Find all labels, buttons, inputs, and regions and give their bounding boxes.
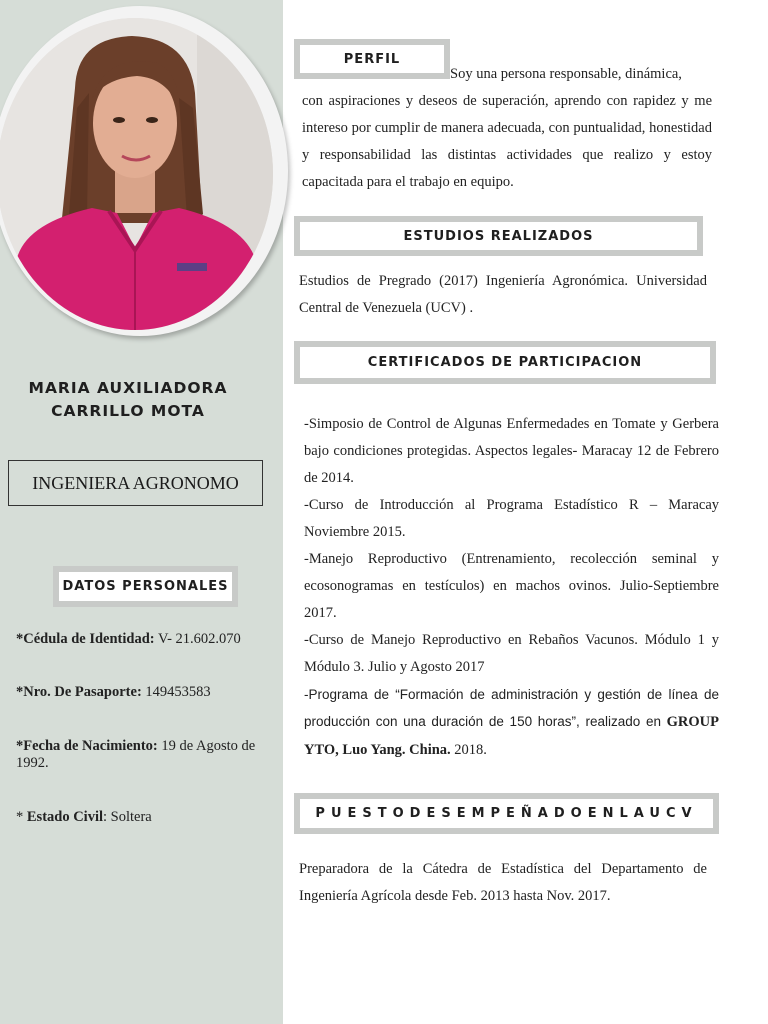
photo-frame <box>0 6 288 336</box>
certificado-item: -Simposio de Control de Algunas Enfermedades en Tomate y Gerbera bajo condiciones protegidas. Aspectos legales- Maracay 12 de Febrero de 2014. <box>304 416 719 486</box>
perfil-text: con aspiraciones y deseos de superación, aprendo con rapidez y me intereso por cumplir de manera adecuada, con puntualidad, honestidad y responsabilidad las distintas actividades que realizo y estoy capacitada para el trabajo en equipo. <box>302 93 712 190</box>
estudios-text: Estudios de Pregrado (2017) Ingeniería Agronómica. Universidad Central de Venezuela (UCV) . <box>299 273 707 316</box>
certificados-list <box>304 411 719 764</box>
datos-personales-header: DATOS PERSONALES <box>53 566 238 607</box>
field-estado-civil: * Estado Civil: Soltera <box>16 809 152 825</box>
estudios-header: ESTUDIOS REALIZADOS <box>294 216 703 256</box>
profession-title: INGENIERA AGRONOMO <box>8 460 263 506</box>
profile-photo <box>0 18 273 330</box>
perfil-text-first-line: Soy una persona responsable, dinámica, <box>450 66 682 82</box>
field-fecha-nacimiento: *Fecha de Nacimiento: 19 de Agosto de 1992. <box>16 738 256 771</box>
perfil-header: PERFIL <box>294 39 450 79</box>
certificado-item: -Manejo Reproductivo (Entrenamiento, recolección seminal y ecosonogramas en testículos) en machos ovinos. Julio-Septiembre 2017. <box>304 551 719 621</box>
sidebar <box>0 0 283 1024</box>
certificado-item: -Programa de “Formación de administración y gestión de línea de producción con una duración de 150 horas”, realizado en GROUP YTO, Luo Yang. China. 2018. <box>304 687 719 758</box>
certificados-header: CERTIFICADOS DE PARTICIPACION <box>294 341 716 384</box>
person-name-line1: MARIA AUXILIADORA <box>28 379 228 397</box>
field-cedula: *Cédula de Identidad: V- 21.602.070 <box>16 631 241 647</box>
certificado-item: -Curso de Introducción al Programa Estadístico R – Maracay Noviembre 2015. <box>304 497 719 540</box>
certificado-item: -Curso de Manejo Reproductivo en Rebaños Vacunos. Módulo 1 y Módulo 3. Julio y Agosto 2017 <box>304 632 719 675</box>
puesto-header: PUESTODESEMPEÑADOENLAUCV <box>294 793 719 834</box>
puesto-text: Preparadora de la Cátedra de Estadística del Departamento de Ingeniería Agrícola desde Feb. 2013 hasta Nov. 2017. <box>299 861 707 904</box>
person-name-line2: CARRILLO MOTA <box>51 402 205 420</box>
field-pasaporte: *Nro. De Pasaporte: 149453583 <box>16 684 211 700</box>
